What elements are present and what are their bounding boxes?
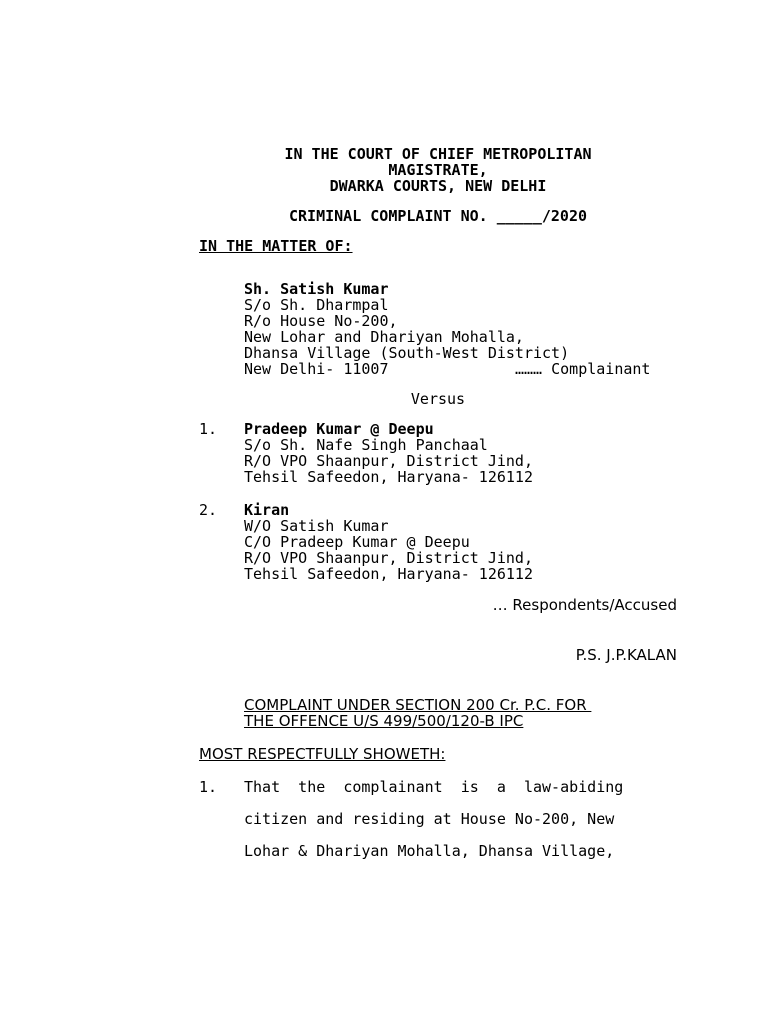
accused-address-line: W/O Satish Kumar	[244, 517, 389, 535]
complaint-title-line2: THE OFFENCE U/S 499/500/120-B IPC	[244, 712, 524, 730]
paragraph-number: 1.	[199, 778, 218, 796]
complainant-address-line: New Lohar and Dhariyan Mohalla,	[244, 328, 524, 346]
complainant-role-label: ……… Complainant	[515, 360, 651, 378]
paragraph-line: That the complainant is a law-abiding	[244, 778, 624, 796]
accused-address-line: C/O Pradeep Kumar @ Deepu	[244, 533, 470, 551]
police-station: P.S. J.P.KALAN	[575, 646, 677, 664]
accused-number: 2.	[199, 501, 218, 519]
complainant-address-line: S/o Sh. Dharmpal	[244, 296, 389, 314]
complainant-address-line: New Delhi- 11007	[244, 360, 389, 378]
accused-address-line: R/O VPO Shaanpur, District Jind,	[244, 452, 533, 470]
paragraph-line: Lohar & Dhariyan Mohalla, Dhansa Village,	[244, 842, 615, 860]
accused-name: Pradeep Kumar @ Deepu	[244, 420, 434, 438]
complainant-address-line: R/o House No-200,	[244, 312, 398, 330]
accused-address-line: Tehsil Safeedon, Haryana- 126112	[244, 468, 533, 486]
court-heading-line1: IN THE COURT OF CHIEF METROPOLITAN	[284, 145, 592, 163]
complaint-number: CRIMINAL COMPLAINT NO. _____/2020	[288, 207, 587, 225]
court-heading-line3: DWARKA COURTS, NEW DELHI	[329, 177, 547, 195]
complainant-address-line: Dhansa Village (South-West District)	[244, 344, 570, 362]
paragraph-line: citizen and residing at House No-200, New	[244, 810, 615, 828]
accused-name: Kiran	[244, 501, 290, 519]
matter-of-heading: IN THE MATTER OF:	[199, 237, 353, 255]
complainant-name: Sh. Satish Kumar	[244, 280, 389, 298]
court-heading-line2: MAGISTRATE,	[388, 161, 488, 179]
versus-label: Versus	[410, 390, 466, 408]
complaint-title-line1: COMPLAINT UNDER SECTION 200 Cr. P.C. FOR	[244, 696, 592, 714]
accused-address-line: R/O VPO Shaanpur, District Jind,	[244, 549, 533, 567]
accused-number: 1.	[199, 420, 218, 438]
accused-address-line: Tehsil Safeedon, Haryana- 126112	[244, 565, 533, 583]
showeth-heading: MOST RESPECTFULLY SHOWETH:	[199, 745, 446, 763]
accused-address-line: S/o Sh. Nafe Singh Panchaal	[244, 436, 488, 454]
respondents-label: … Respondents/Accused	[492, 596, 677, 614]
